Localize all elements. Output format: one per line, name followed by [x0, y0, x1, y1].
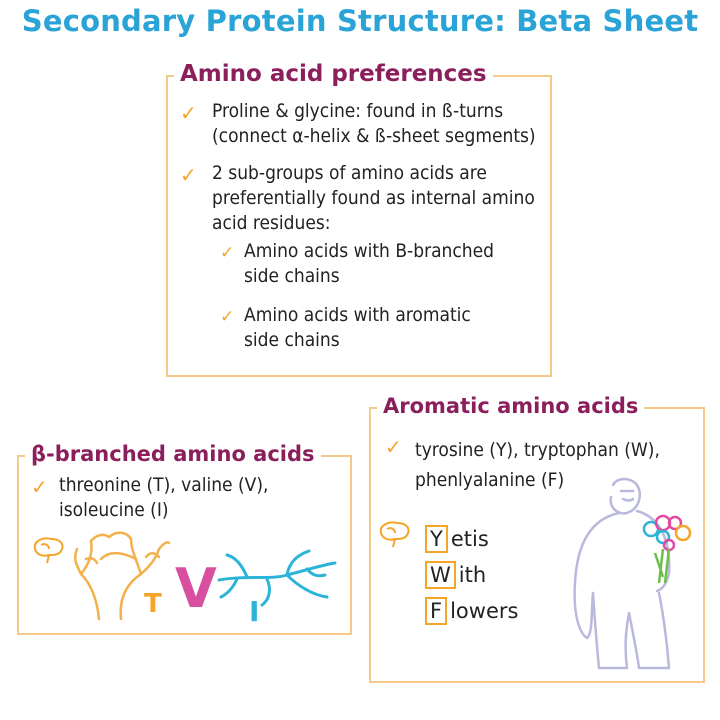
- beta-branched-box: [17, 442, 352, 635]
- check-icon: ✓: [180, 163, 197, 187]
- beta-branched-heading: β-branched amino acids: [25, 442, 321, 466]
- page-title: Secondary Protein Structure: Beta Sheet: [21, 4, 699, 38]
- aromatic-heading: Aromatic amino acids: [377, 394, 644, 418]
- mnemonic-with: W ith: [425, 561, 486, 589]
- amino-preferences-heading: Amino acid preferences: [174, 61, 493, 87]
- amino-preferences-box: [166, 61, 552, 377]
- preference-item-1: Proline & glycine: found in ß-turns (connect α-helix & ß-sheet segments): [212, 100, 536, 147]
- mnemonic-yetis: Y etis: [425, 525, 489, 553]
- mnemonic-flowers: F lowers: [425, 597, 518, 625]
- preference-subitem-2: Amino acids with aromatic side chains: [244, 304, 471, 351]
- check-icon: ✓: [180, 101, 197, 125]
- check-icon: ✓: [31, 475, 48, 499]
- yeti-illustration: [551, 473, 701, 683]
- letter-t: T: [144, 589, 162, 619]
- preference-item-2: 2 sub-groups of amino acids are preferentially found as internal amino acid residues:: [212, 162, 535, 234]
- aromatic-list: tyrosine (Y), tryptophan (W), phenlyalanine (F): [415, 439, 660, 491]
- preference-subitem-1: Amino acids with B-branched side chains: [244, 240, 495, 287]
- check-icon: ✓: [220, 243, 235, 263]
- letter-v: V: [175, 557, 217, 620]
- brain-icon: [377, 519, 413, 551]
- beta-branched-list: threonine (T), valine (V), isoleucine (I): [59, 474, 269, 521]
- letter-i: I: [249, 595, 260, 628]
- lightning-illustration: [217, 545, 337, 615]
- aromatic-box: [369, 394, 705, 683]
- check-icon: ✓: [385, 435, 402, 459]
- brain-icon: [31, 535, 67, 567]
- check-icon: ✓: [220, 307, 235, 327]
